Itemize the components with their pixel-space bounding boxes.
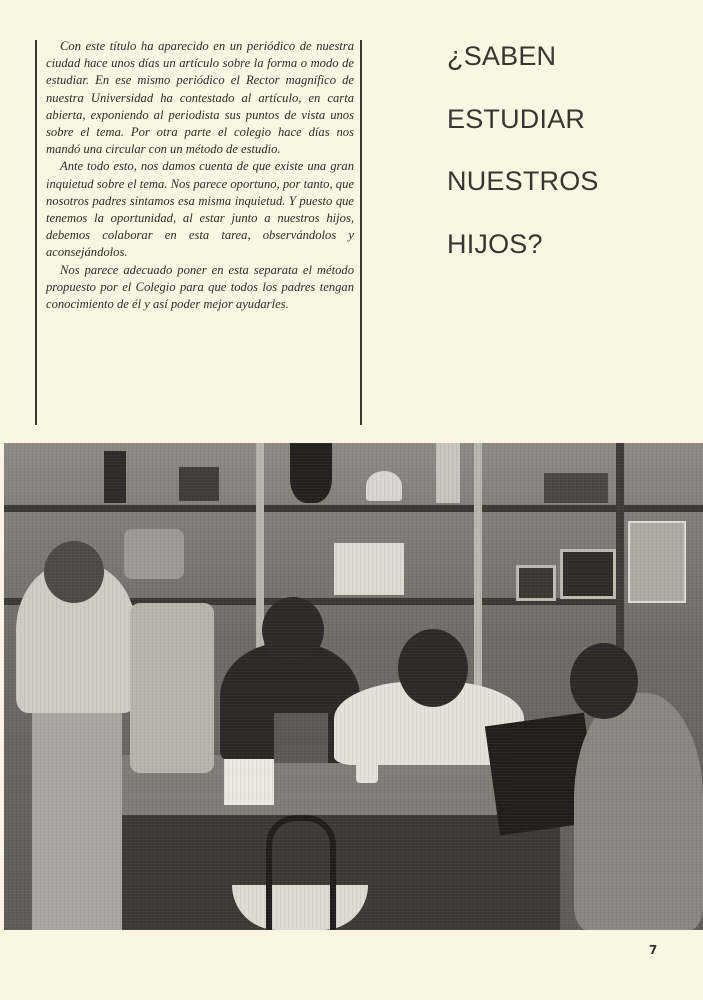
column-divider-rule bbox=[360, 40, 362, 425]
page-title bbox=[447, 36, 599, 286]
title-line: NUESTROS bbox=[447, 166, 599, 196]
title-line: ESTUDIAR bbox=[447, 103, 586, 134]
intro-paragraph: Ante todo esto, nos damos cuenta de que existe una gran inquietud sobre el tema. Nos parece oportuno, por tanto, que nosotros padres sintamos esa misma inquietud. Y puesto que tenemos la oportunidad, al estar junto a nuestros hijos, debemos colaborar en esta tarea, observándolos y aconsejándolos. bbox=[46, 159, 354, 260]
intro-paragraph: Con este título ha aparecido en un periódico de nuestra ciudad hace unos días un artículo sobre la forma o modo de estudiar. En ese mismo periódico el Rector magnífico de nuestra Universidad ha contestado al artículo, en carta abierta, exponiendo al periodista sus puntos de vista unos sobre el tema. Por otra parte el colegio hace días nos mandó una circular con un método de estudio. bbox=[46, 39, 354, 157]
students-workshop-photo bbox=[4, 443, 703, 930]
title-line: HIJOS? bbox=[447, 228, 543, 259]
photo-grain bbox=[4, 443, 703, 930]
title-line: ¿SABEN bbox=[447, 41, 557, 71]
intro-text bbox=[46, 38, 354, 313]
left-column-rule bbox=[35, 40, 37, 425]
page-number: 7 bbox=[649, 943, 658, 957]
intro-paragraph: Nos parece adecuado poner en esta separata el método propuesto por el Colegio para que todos los padres tengan conocimiento de él y así poder mejor ayudarles. bbox=[46, 262, 354, 312]
